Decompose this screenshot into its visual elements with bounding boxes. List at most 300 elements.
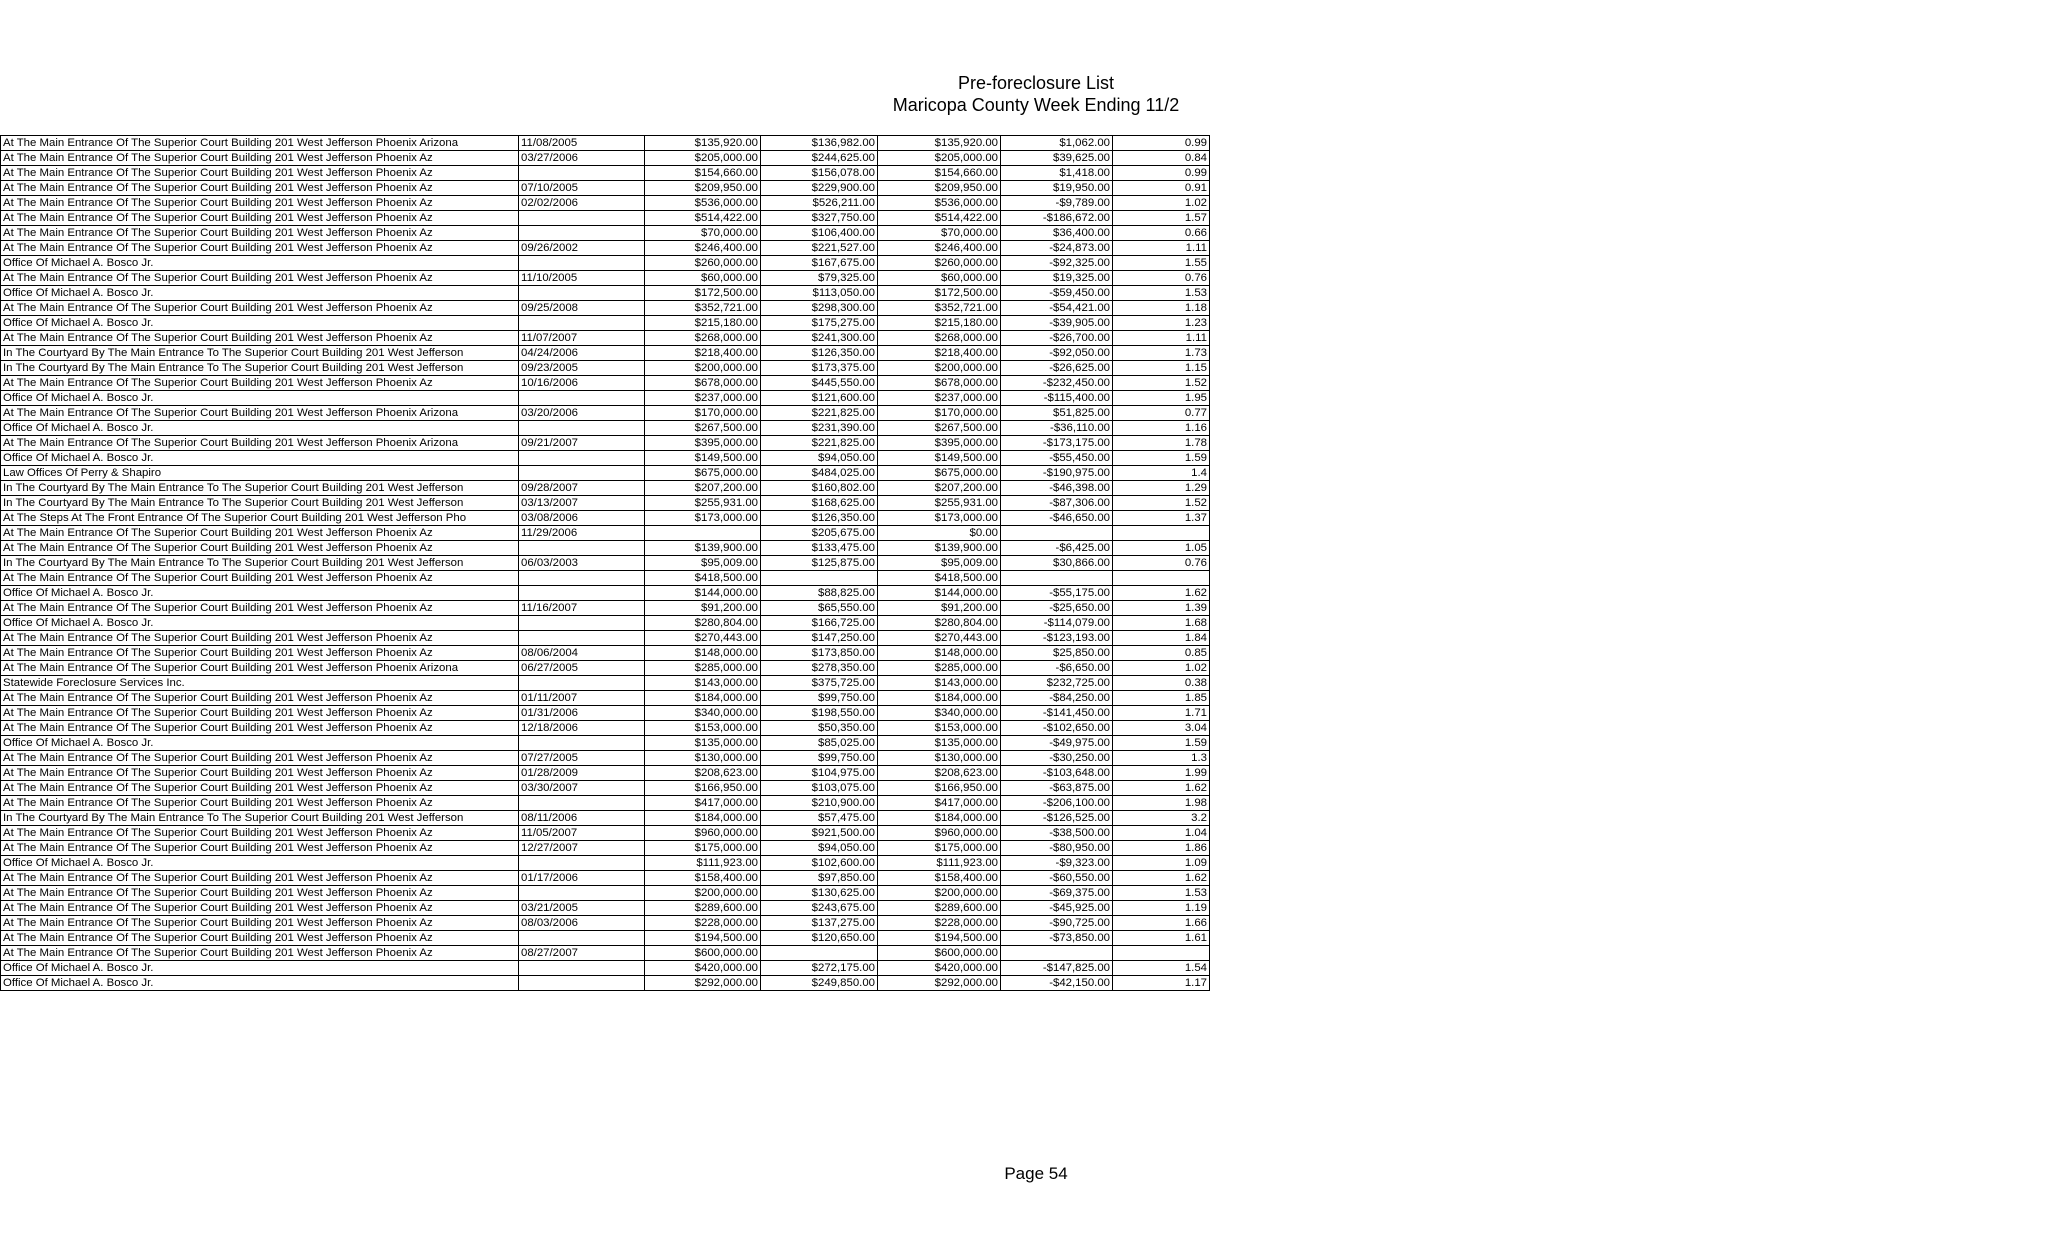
recorded-date-cell: 11/07/2007 [519,331,645,346]
ratio-cell: 1.68 [1113,616,1210,631]
loan-amount-cell: $194,500.00 [878,931,1001,946]
loan-amount-cell: $70,000.00 [878,226,1001,241]
difference-cell: -$49,975.00 [1001,736,1113,751]
opening-bid-cell: $94,050.00 [761,451,878,466]
ratio-cell: 1.16 [1113,421,1210,436]
original-loan-cell: $420,000.00 [645,961,761,976]
table-row [1,736,1210,751]
difference-cell: -$59,450.00 [1001,286,1113,301]
opening-bid-cell: $272,175.00 [761,961,878,976]
loan-amount-cell: $95,009.00 [878,556,1001,571]
difference-cell: -$92,050.00 [1001,346,1113,361]
original-loan-cell: $205,000.00 [645,151,761,166]
difference-cell: -$114,079.00 [1001,616,1113,631]
sale-location-cell: Office Of Michael A. Bosco Jr. [1,586,519,601]
loan-amount-cell: $130,000.00 [878,751,1001,766]
difference-cell: -$30,250.00 [1001,751,1113,766]
opening-bid-cell: $126,350.00 [761,346,878,361]
recorded-date-cell: 04/24/2006 [519,346,645,361]
difference-cell: -$115,400.00 [1001,391,1113,406]
recorded-date-cell [519,316,645,331]
sale-location-cell: At The Main Entrance Of The Superior Court Building 201 West Jefferson Phoenix Az [1,271,519,286]
opening-bid-cell: $88,825.00 [761,586,878,601]
recorded-date-cell [519,796,645,811]
sale-location-cell: In The Courtyard By The Main Entrance To The Superior Court Building 201 West Jefferson [1,346,519,361]
original-loan-cell: $418,500.00 [645,571,761,586]
sale-location-cell: At The Main Entrance Of The Superior Court Building 201 West Jefferson Phoenix Az [1,181,519,196]
recorded-date-cell: 08/11/2006 [519,811,645,826]
opening-bid-cell: $243,675.00 [761,901,878,916]
original-loan-cell: $255,931.00 [645,496,761,511]
original-loan-cell: $536,000.00 [645,196,761,211]
loan-amount-cell: $255,931.00 [878,496,1001,511]
recorded-date-cell [519,586,645,601]
opening-bid-cell: $484,025.00 [761,466,878,481]
recorded-date-cell [519,421,645,436]
ratio-cell: 1.52 [1113,376,1210,391]
original-loan-cell: $200,000.00 [645,361,761,376]
sale-location-cell: At The Main Entrance Of The Superior Court Building 201 West Jefferson Phoenix Az [1,196,519,211]
sale-location-cell: Office Of Michael A. Bosco Jr. [1,736,519,751]
recorded-date-cell: 11/29/2006 [519,526,645,541]
sale-location-cell: At The Main Entrance Of The Superior Court Building 201 West Jefferson Phoenix Az [1,241,519,256]
opening-bid-cell: $85,025.00 [761,736,878,751]
recorded-date-cell [519,166,645,181]
original-loan-cell: $149,500.00 [645,451,761,466]
recorded-date-cell: 03/20/2006 [519,406,645,421]
opening-bid-cell: $125,875.00 [761,556,878,571]
loan-amount-cell: $218,400.00 [878,346,1001,361]
sale-location-cell: At The Main Entrance Of The Superior Court Building 201 West Jefferson Phoenix Arizona [1,436,519,451]
table-row [1,631,1210,646]
difference-cell: $1,418.00 [1001,166,1113,181]
opening-bid-cell: $57,475.00 [761,811,878,826]
opening-bid-cell: $175,275.00 [761,316,878,331]
loan-amount-cell: $267,500.00 [878,421,1001,436]
original-loan-cell: $154,660.00 [645,166,761,181]
ratio-cell: 0.76 [1113,556,1210,571]
table-row [1,766,1210,781]
sale-location-cell: At The Main Entrance Of The Superior Court Building 201 West Jefferson Phoenix Az [1,706,519,721]
loan-amount-cell: $154,660.00 [878,166,1001,181]
recorded-date-cell: 03/13/2007 [519,496,645,511]
table-row [1,196,1210,211]
recorded-date-cell: 02/02/2006 [519,196,645,211]
ratio-cell: 0.85 [1113,646,1210,661]
opening-bid-cell: $147,250.00 [761,631,878,646]
sale-location-cell: At The Main Entrance Of The Superior Court Building 201 West Jefferson Phoenix Az [1,766,519,781]
table-row [1,826,1210,841]
original-loan-cell: $170,000.00 [645,406,761,421]
table-row [1,691,1210,706]
table-row [1,586,1210,601]
loan-amount-cell: $148,000.00 [878,646,1001,661]
table-row [1,646,1210,661]
loan-amount-cell: $158,400.00 [878,871,1001,886]
opening-bid-cell: $65,550.00 [761,601,878,616]
sale-location-cell: At The Main Entrance Of The Superior Court Building 201 West Jefferson Phoenix Az [1,826,519,841]
ratio-cell: 1.29 [1113,481,1210,496]
ratio-cell: 0.38 [1113,676,1210,691]
difference-cell: -$24,873.00 [1001,241,1113,256]
opening-bid-cell: $94,050.00 [761,841,878,856]
ratio-cell: 1.57 [1113,211,1210,226]
difference-cell: -$60,550.00 [1001,871,1113,886]
difference-cell: $19,325.00 [1001,271,1113,286]
table-row [1,316,1210,331]
original-loan-cell: $678,000.00 [645,376,761,391]
ratio-cell [1113,526,1210,541]
table-row [1,436,1210,451]
ratio-cell [1113,571,1210,586]
difference-cell: -$55,175.00 [1001,586,1113,601]
loan-amount-cell: $246,400.00 [878,241,1001,256]
loan-amount-cell: $144,000.00 [878,586,1001,601]
opening-bid-cell: $136,982.00 [761,136,878,151]
sale-location-cell: Office Of Michael A. Bosco Jr. [1,856,519,871]
ratio-cell: 3.04 [1113,721,1210,736]
recorded-date-cell [519,211,645,226]
loan-amount-cell: $215,180.00 [878,316,1001,331]
table-row [1,481,1210,496]
opening-bid-cell: $221,825.00 [761,436,878,451]
ratio-cell: 0.84 [1113,151,1210,166]
opening-bid-cell: $168,625.00 [761,496,878,511]
recorded-date-cell: 03/30/2007 [519,781,645,796]
ratio-cell: 1.59 [1113,736,1210,751]
opening-bid-cell: $205,675.00 [761,526,878,541]
ratio-cell: 1.62 [1113,586,1210,601]
difference-cell: $51,825.00 [1001,406,1113,421]
table-row [1,136,1210,151]
opening-bid-cell: $167,675.00 [761,256,878,271]
ratio-cell: 1.23 [1113,316,1210,331]
loan-amount-cell: $200,000.00 [878,361,1001,376]
table-row [1,721,1210,736]
table-row [1,526,1210,541]
opening-bid-cell: $210,900.00 [761,796,878,811]
loan-amount-cell: $111,923.00 [878,856,1001,871]
difference-cell: -$46,650.00 [1001,511,1113,526]
original-loan-cell: $292,000.00 [645,976,761,991]
table-row [1,361,1210,376]
difference-cell: -$46,398.00 [1001,481,1113,496]
difference-cell: $232,725.00 [1001,676,1113,691]
sale-location-cell: At The Main Entrance Of The Superior Court Building 201 West Jefferson Phoenix Az [1,931,519,946]
opening-bid-cell: $133,475.00 [761,541,878,556]
table-row [1,556,1210,571]
ratio-cell: 1.53 [1113,886,1210,901]
recorded-date-cell: 01/17/2006 [519,871,645,886]
opening-bid-cell: $97,850.00 [761,871,878,886]
opening-bid-cell: $137,275.00 [761,916,878,931]
table-row [1,421,1210,436]
original-loan-cell: $184,000.00 [645,811,761,826]
sale-location-cell: At The Main Entrance Of The Superior Court Building 201 West Jefferson Phoenix Az [1,151,519,166]
original-loan-cell: $675,000.00 [645,466,761,481]
original-loan-cell: $237,000.00 [645,391,761,406]
recorded-date-cell: 11/05/2007 [519,826,645,841]
loan-amount-cell: $270,443.00 [878,631,1001,646]
recorded-date-cell [519,571,645,586]
ratio-cell: 1.04 [1113,826,1210,841]
original-loan-cell: $960,000.00 [645,826,761,841]
difference-cell: -$141,450.00 [1001,706,1113,721]
loan-amount-cell: $0.00 [878,526,1001,541]
original-loan-cell: $280,804.00 [645,616,761,631]
opening-bid-cell: $99,750.00 [761,751,878,766]
recorded-date-cell [519,976,645,991]
table-row [1,916,1210,931]
loan-amount-cell: $184,000.00 [878,811,1001,826]
loan-amount-cell: $207,200.00 [878,481,1001,496]
loan-amount-cell: $395,000.00 [878,436,1001,451]
sale-location-cell: Office Of Michael A. Bosco Jr. [1,286,519,301]
recorded-date-cell: 07/27/2005 [519,751,645,766]
ratio-cell: 1.66 [1113,916,1210,931]
loan-amount-cell: $268,000.00 [878,331,1001,346]
loan-amount-cell: $340,000.00 [878,706,1001,721]
recorded-date-cell: 09/28/2007 [519,481,645,496]
difference-cell: -$42,150.00 [1001,976,1113,991]
report-header [0,72,2048,116]
ratio-cell: 0.91 [1113,181,1210,196]
opening-bid-cell: $249,850.00 [761,976,878,991]
difference-cell: -$206,100.00 [1001,796,1113,811]
ratio-cell: 1.11 [1113,331,1210,346]
loan-amount-cell: $289,600.00 [878,901,1001,916]
difference-cell: -$6,425.00 [1001,541,1113,556]
sale-location-cell: Law Offices Of Perry & Shapiro [1,466,519,481]
table-row [1,886,1210,901]
difference-cell: -$126,525.00 [1001,811,1113,826]
loan-amount-cell: $135,000.00 [878,736,1001,751]
ratio-cell: 1.84 [1113,631,1210,646]
ratio-cell: 0.77 [1113,406,1210,421]
loan-amount-cell: $600,000.00 [878,946,1001,961]
opening-bid-cell [761,946,878,961]
difference-cell: -$55,450.00 [1001,451,1113,466]
ratio-cell: 1.95 [1113,391,1210,406]
difference-cell: -$36,110.00 [1001,421,1113,436]
original-loan-cell: $166,950.00 [645,781,761,796]
loan-amount-cell: $166,950.00 [878,781,1001,796]
recorded-date-cell [519,616,645,631]
original-loan-cell: $130,000.00 [645,751,761,766]
sale-location-cell: Office Of Michael A. Bosco Jr. [1,316,519,331]
recorded-date-cell [519,631,645,646]
sale-location-cell: At The Main Entrance Of The Superior Court Building 201 West Jefferson Phoenix Az [1,781,519,796]
opening-bid-cell: $221,825.00 [761,406,878,421]
ratio-cell: 1.3 [1113,751,1210,766]
ratio-cell: 1.71 [1113,706,1210,721]
opening-bid-cell: $126,350.00 [761,511,878,526]
table-row [1,256,1210,271]
loan-amount-cell: $60,000.00 [878,271,1001,286]
opening-bid-cell: $526,211.00 [761,196,878,211]
original-loan-cell: $158,400.00 [645,871,761,886]
original-loan-cell: $395,000.00 [645,436,761,451]
sale-location-cell: At The Main Entrance Of The Superior Court Building 201 West Jefferson Phoenix Az [1,226,519,241]
recorded-date-cell: 01/28/2009 [519,766,645,781]
opening-bid-cell: $375,725.00 [761,676,878,691]
table-row [1,286,1210,301]
opening-bid-cell: $166,725.00 [761,616,878,631]
loan-amount-cell: $418,500.00 [878,571,1001,586]
loan-amount-cell: $172,500.00 [878,286,1001,301]
table-row [1,601,1210,616]
loan-amount-cell: $417,000.00 [878,796,1001,811]
sale-location-cell: At The Main Entrance Of The Superior Court Building 201 West Jefferson Phoenix Az [1,376,519,391]
sale-location-cell: Office Of Michael A. Bosco Jr. [1,421,519,436]
sale-location-cell: At The Main Entrance Of The Superior Court Building 201 West Jefferson Phoenix Az [1,571,519,586]
recorded-date-cell: 09/23/2005 [519,361,645,376]
ratio-cell: 1.85 [1113,691,1210,706]
loan-amount-cell: $536,000.00 [878,196,1001,211]
opening-bid-cell: $104,975.00 [761,766,878,781]
recorded-date-cell: 12/18/2006 [519,721,645,736]
original-loan-cell: $267,500.00 [645,421,761,436]
loan-amount-cell: $153,000.00 [878,721,1001,736]
table-row [1,241,1210,256]
recorded-date-cell [519,856,645,871]
difference-cell: -$9,323.00 [1001,856,1113,871]
recorded-date-cell: 11/16/2007 [519,601,645,616]
sale-location-cell: At The Main Entrance Of The Superior Court Building 201 West Jefferson Phoenix Az [1,301,519,316]
table-row [1,496,1210,511]
difference-cell: -$87,306.00 [1001,496,1113,511]
ratio-cell: 0.99 [1113,166,1210,181]
recorded-date-cell: 06/27/2005 [519,661,645,676]
table-row [1,841,1210,856]
sale-location-cell: At The Main Entrance Of The Superior Court Building 201 West Jefferson Phoenix Az [1,631,519,646]
sale-location-cell: At The Main Entrance Of The Superior Court Building 201 West Jefferson Phoenix Az [1,541,519,556]
table-row [1,706,1210,721]
opening-bid-cell [761,571,878,586]
ratio-cell: 1.05 [1113,541,1210,556]
sale-location-cell: At The Main Entrance Of The Superior Court Building 201 West Jefferson Phoenix Az [1,946,519,961]
sale-location-cell: In The Courtyard By The Main Entrance To The Superior Court Building 201 West Jefferson [1,556,519,571]
ratio-cell: 1.37 [1113,511,1210,526]
sale-location-cell: Office Of Michael A. Bosco Jr. [1,256,519,271]
recorded-date-cell [519,886,645,901]
original-loan-cell: $417,000.00 [645,796,761,811]
recorded-date-cell: 10/16/2006 [519,376,645,391]
ratio-cell: 1.39 [1113,601,1210,616]
ratio-cell: 0.66 [1113,226,1210,241]
loan-amount-cell: $175,000.00 [878,841,1001,856]
table-row [1,661,1210,676]
sale-location-cell: At The Main Entrance Of The Superior Court Building 201 West Jefferson Phoenix Az [1,331,519,346]
opening-bid-cell: $229,900.00 [761,181,878,196]
difference-cell: -$92,325.00 [1001,256,1113,271]
recorded-date-cell: 03/08/2006 [519,511,645,526]
difference-cell: -$9,789.00 [1001,196,1113,211]
original-loan-cell: $173,000.00 [645,511,761,526]
recorded-date-cell [519,286,645,301]
table-row [1,541,1210,556]
ratio-cell: 1.55 [1113,256,1210,271]
table-row [1,346,1210,361]
table-row [1,961,1210,976]
original-loan-cell: $200,000.00 [645,886,761,901]
ratio-cell: 1.17 [1113,976,1210,991]
opening-bid-cell: $113,050.00 [761,286,878,301]
table-row [1,616,1210,631]
sale-location-cell: Office Of Michael A. Bosco Jr. [1,976,519,991]
report-title: Pre-foreclosure List [957,73,1115,93]
sale-location-cell: In The Courtyard By The Main Entrance To The Superior Court Building 201 West Jefferson [1,361,519,376]
recorded-date-cell: 01/11/2007 [519,691,645,706]
opening-bid-cell: $102,600.00 [761,856,878,871]
recorded-date-cell: 09/21/2007 [519,436,645,451]
ratio-cell: 0.76 [1113,271,1210,286]
loan-amount-cell: $678,000.00 [878,376,1001,391]
ratio-cell: 1.11 [1113,241,1210,256]
table-row [1,781,1210,796]
recorded-date-cell: 09/26/2002 [519,241,645,256]
difference-cell: -$103,648.00 [1001,766,1113,781]
table-row [1,331,1210,346]
sale-location-cell: At The Main Entrance Of The Superior Court Building 201 West Jefferson Phoenix Az [1,166,519,181]
opening-bid-cell: $244,625.00 [761,151,878,166]
difference-cell: $1,062.00 [1001,136,1113,151]
original-loan-cell: $143,000.00 [645,676,761,691]
table-row [1,796,1210,811]
original-loan-cell: $285,000.00 [645,661,761,676]
loan-amount-cell: $184,000.00 [878,691,1001,706]
opening-bid-cell: $231,390.00 [761,421,878,436]
original-loan-cell: $144,000.00 [645,586,761,601]
original-loan-cell: $135,920.00 [645,136,761,151]
original-loan-cell: $289,600.00 [645,901,761,916]
ratio-cell: 1.78 [1113,436,1210,451]
recorded-date-cell [519,226,645,241]
opening-bid-cell: $103,075.00 [761,781,878,796]
ratio-cell [1113,946,1210,961]
original-loan-cell: $95,009.00 [645,556,761,571]
loan-amount-cell: $960,000.00 [878,826,1001,841]
loan-amount-cell: $675,000.00 [878,466,1001,481]
difference-cell: -$25,650.00 [1001,601,1113,616]
loan-amount-cell: $91,200.00 [878,601,1001,616]
original-loan-cell: $340,000.00 [645,706,761,721]
opening-bid-cell: $173,850.00 [761,646,878,661]
difference-cell [1001,571,1113,586]
ratio-cell: 1.02 [1113,196,1210,211]
difference-cell: $25,850.00 [1001,646,1113,661]
recorded-date-cell [519,736,645,751]
recorded-date-cell [519,676,645,691]
opening-bid-cell: $278,350.00 [761,661,878,676]
recorded-date-cell [519,931,645,946]
original-loan-cell: $194,500.00 [645,931,761,946]
opening-bid-cell: $50,350.00 [761,721,878,736]
recorded-date-cell: 03/21/2005 [519,901,645,916]
table-row [1,811,1210,826]
sale-location-cell: Office Of Michael A. Bosco Jr. [1,961,519,976]
original-loan-cell: $246,400.00 [645,241,761,256]
ratio-cell: 1.02 [1113,661,1210,676]
opening-bid-cell: $327,750.00 [761,211,878,226]
original-loan-cell: $172,500.00 [645,286,761,301]
sale-location-cell: At The Main Entrance Of The Superior Court Building 201 West Jefferson Phoenix Az [1,211,519,226]
ratio-cell: 1.59 [1113,451,1210,466]
original-loan-cell: $139,900.00 [645,541,761,556]
opening-bid-cell: $445,550.00 [761,376,878,391]
sale-location-cell: At The Main Entrance Of The Superior Court Building 201 West Jefferson Phoenix Arizona [1,406,519,421]
difference-cell: -$190,975.00 [1001,466,1113,481]
